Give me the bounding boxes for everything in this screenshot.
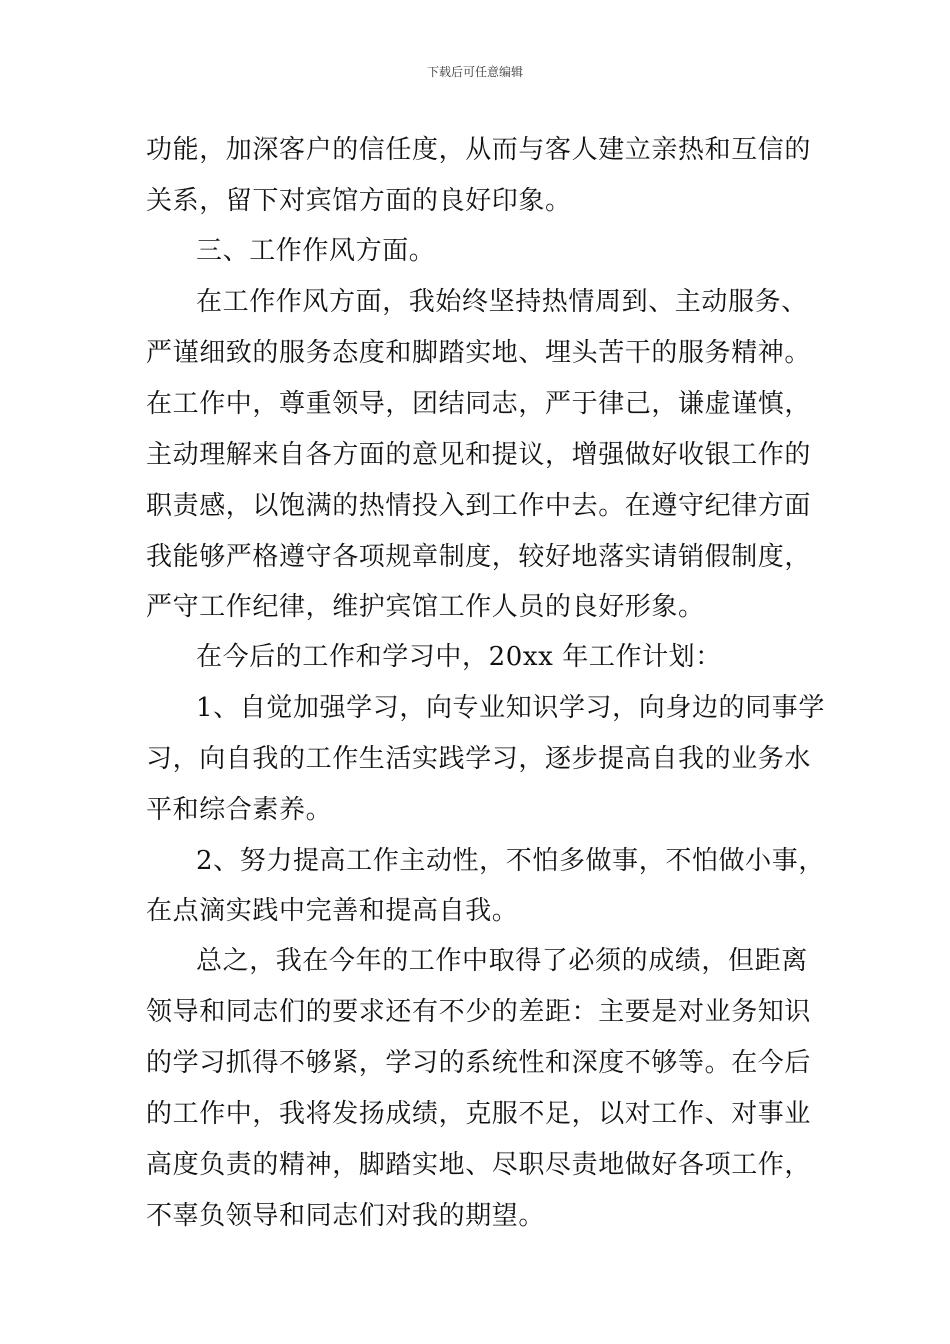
text-line: 在今后的工作和学习中，20xx 年工作计划： xyxy=(196,642,722,672)
text-line: 的学习抓得不够紧，学习的系统性和深度不够等。在今后 xyxy=(146,1048,812,1078)
text-line: 总之，我在今年的工作中取得了必须的成绩，但距离 xyxy=(196,946,808,976)
text-line: 关系，留下对宾馆方面的良好印象。 xyxy=(146,186,572,216)
text-line: 习，向自我的工作生活实践学习，逐步提高自我的业务水 xyxy=(146,744,812,774)
text-line: 高度负责的精神，脚踏实地、尽职尽责地做好各项工作， xyxy=(146,1150,812,1180)
text-line: 主动理解来自各方面的意见和提议，增强做好收银工作的 xyxy=(146,440,812,470)
list-item-2: 2、努力提高工作主动性，不怕多做事，不怕做小事， xyxy=(196,846,825,876)
text-line: 在点滴实践中完善和提高自我。 xyxy=(146,896,519,926)
text-line: 领导和同志们的要求还有不少的差距：主要是对业务知识 xyxy=(146,997,812,1027)
section-heading: 三、工作作风方面。 xyxy=(196,236,436,266)
text-line: 严守工作纪律，维护宾馆工作人员的良好形象。 xyxy=(146,592,705,622)
text-line: 在工作中，尊重领导，团结同志，严于律己，谦虚谨慎， xyxy=(146,389,812,419)
text-line: 我能够严格遵守各项规章制度，较好地落实请销假制度， xyxy=(146,542,812,572)
text-line: 功能，加深客户的信任度，从而与客人建立亲热和互信的 xyxy=(146,135,812,165)
text-line: 职责感，以饱满的热情投入到工作中去。在遵守纪律方面 xyxy=(146,491,812,521)
text-line: 平和综合素养。 xyxy=(146,795,333,825)
page-header: 下载后可任意编辑 xyxy=(426,65,523,79)
text-line: 不辜负领导和同志们对我的期望。 xyxy=(146,1201,546,1231)
text-line: 在工作作风方面，我始终坚持热情周到、主动服务、 xyxy=(196,287,808,317)
text-line: 的工作中，我将发扬成绩，克服不足，以对工作、对事业 xyxy=(146,1099,812,1129)
list-item-1: 1、自觉加强学习，向专业知识学习，向身边的同事学 xyxy=(196,693,825,723)
text-line: 严谨细致的服务态度和脚踏实地、埋头苦干的服务精神。 xyxy=(146,338,812,368)
